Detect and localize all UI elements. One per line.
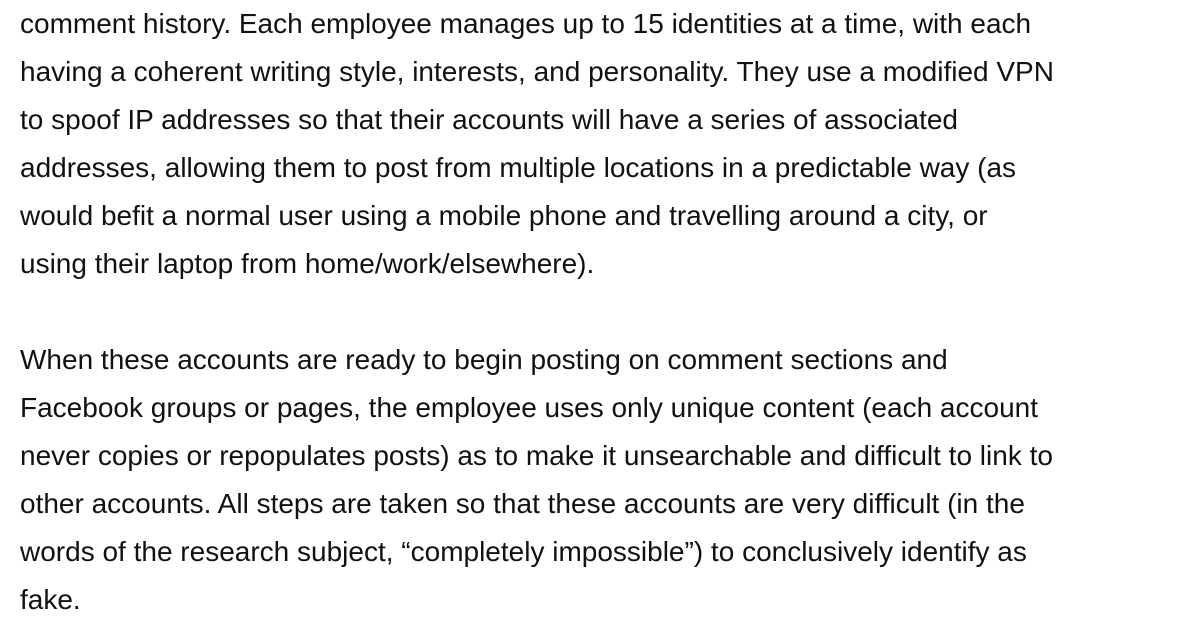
text-line: having a coherent writing style, interests, and personality. They use a modified VPN bbox=[20, 56, 1054, 87]
text-line: Facebook groups or pages, the employee uses only unique content (each account bbox=[20, 392, 1038, 423]
text-line: When these accounts are ready to begin posting on comment sections and bbox=[20, 344, 948, 375]
paragraph-2 bbox=[20, 336, 1195, 624]
paragraph-1 bbox=[20, 0, 1195, 288]
document-body bbox=[20, 0, 1195, 624]
text-line: would befit a normal user using a mobile phone and travelling around a city, or bbox=[20, 200, 988, 231]
text-line: fake. bbox=[20, 584, 81, 615]
text-line: never copies or repopulates posts) as to make it unsearchable and difficult to link to bbox=[20, 440, 1053, 471]
text-line: words of the research subject, “completely impossible”) to conclusively identify as bbox=[20, 536, 1027, 567]
text-line: other accounts. All steps are taken so that these accounts are very difficult (in the bbox=[20, 488, 1025, 519]
text-line: addresses, allowing them to post from multiple locations in a predictable way (as bbox=[20, 152, 1017, 183]
text-line: comment history. Each employee manages up to 15 identities at a time, with each bbox=[20, 8, 1032, 39]
text-line: using their laptop from home/work/elsewhere). bbox=[20, 248, 595, 279]
text-line: to spoof IP addresses so that their accounts will have a series of associated bbox=[20, 104, 958, 135]
